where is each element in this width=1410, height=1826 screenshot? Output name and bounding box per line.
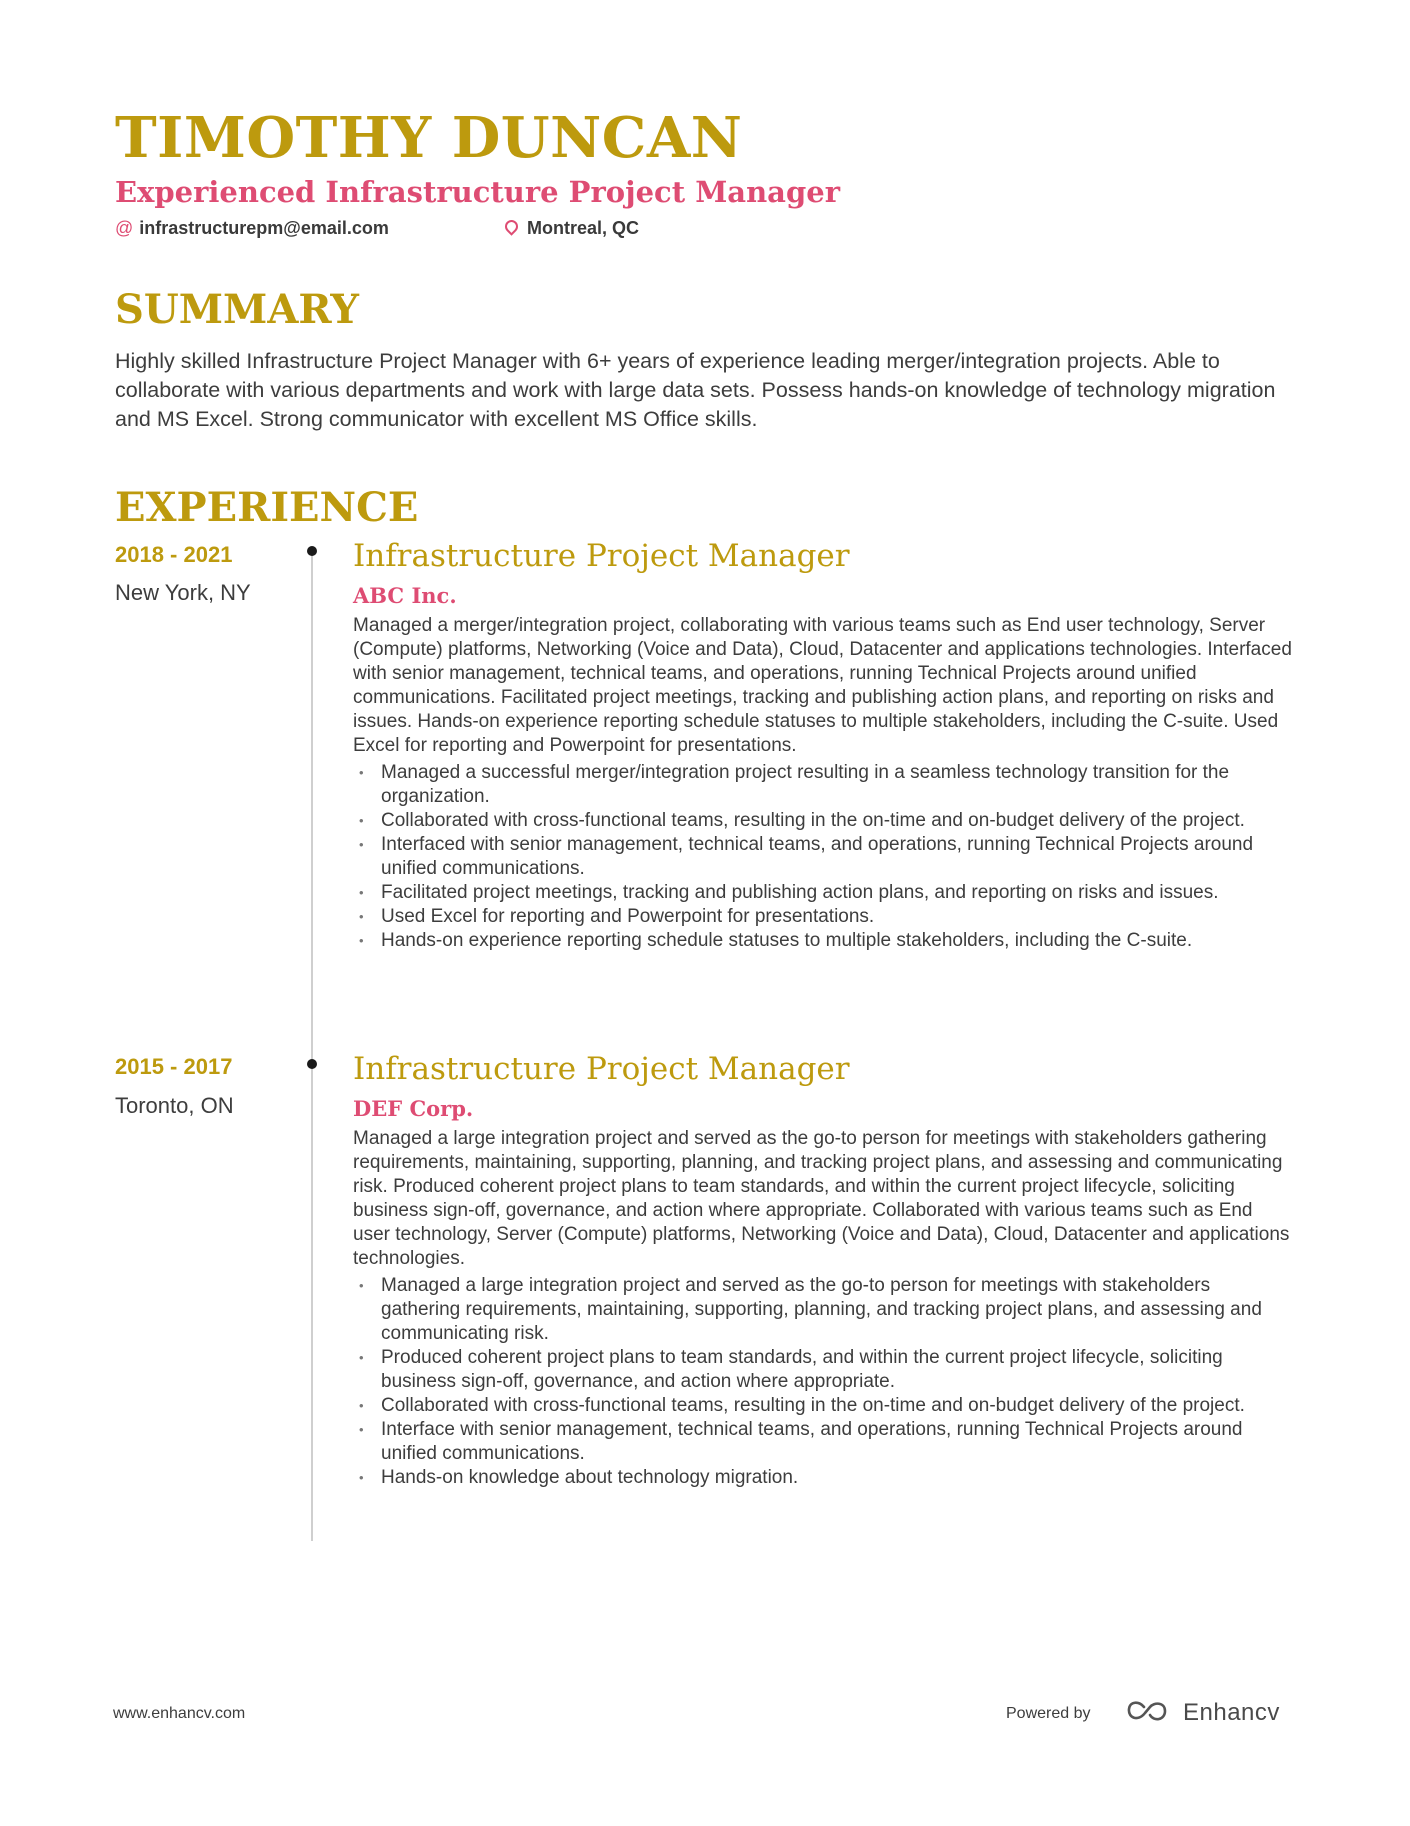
list-item: • Collaborated with cross-functional teams, resulting in the on-time and on-budget delivery of the project. xyxy=(353,809,1293,833)
job-company: DEF Corp. xyxy=(353,1096,474,1121)
map-pin-icon xyxy=(502,217,520,235)
timeline-dot-icon xyxy=(307,1059,317,1069)
timeline-dot-icon xyxy=(307,546,317,556)
timeline-line xyxy=(311,553,313,1541)
contact-email[interactable] xyxy=(115,216,389,240)
list-item: • Facilitated project meetings, tracking and publishing action plans, and reporting on risks and issues. xyxy=(353,881,1293,905)
list-item: • Managed a successful merger/integration project resulting in a seamless technology transition for the organization. xyxy=(353,761,1293,809)
list-item: • Hands-on knowledge about technology migration. xyxy=(353,1466,1293,1490)
experience-heading: EXPERIENCE xyxy=(115,484,419,531)
job-dates: 2015 - 2017 xyxy=(115,1054,233,1079)
brand-logo-text[interactable]: Enhancv xyxy=(1183,1699,1280,1726)
list-item: • Used Excel for reporting and Powerpoint for presentations. xyxy=(353,905,1293,929)
location-text: Montreal, QC xyxy=(527,218,640,238)
candidate-tagline: Experienced Infrastructure Project Manager xyxy=(115,175,840,209)
job-description: Managed a large integration project and served as the go-to person for meetings with stakeholders gathering requirements, maintaining, supporting, planning, and tracking project plans, and assessing and communicating risk. Produced coherent project plans to team standards, and within the current project lifecycle, soliciting business sign-off, governance, and action where appropriate. Collaborated with various teams such as End user technology, Server (Compute) platforms, Networking (Voice and Data), Cloud, Datacenter and applications technologies. xyxy=(353,1128,1290,1269)
candidate-name: TIMOTHY DUNCAN xyxy=(115,105,743,171)
list-item: • Collaborated with cross-functional teams, resulting in the on-time and on-budget delivery of the project. xyxy=(353,1394,1293,1418)
job-location: New York, NY xyxy=(115,580,251,605)
summary-text: Highly skilled Infrastructure Project Manager with 6+ years of experience leading merger/integration projects. Able to collaborate with various departments and work with large data sets. Possess hands-on knowledge of technology migration and MS Excel. Strong communicator with excellent MS Office skills. xyxy=(115,349,1276,431)
footer-url-link[interactable]: www.enhancv.com xyxy=(113,1705,246,1722)
list-item: • Interfaced with senior management, technical teams, and operations, running Technical Projects around unified communications. xyxy=(353,833,1293,881)
job-entry xyxy=(353,536,1293,953)
email-text: infrastructurepm@email.com xyxy=(139,218,389,238)
at-icon: @ xyxy=(115,218,134,238)
enhancv-logo-icon xyxy=(1124,1698,1170,1726)
list-item: • Hands-on experience reporting schedule statuses to multiple stakeholders, including the C-suite. xyxy=(353,929,1293,953)
list-item: • Managed a large integration project and served as the go-to person for meetings with stakeholders gathering requirements, maintaining, supporting, planning, and tracking project plans, and assessing and communicating risk. xyxy=(353,1274,1293,1346)
job-dates: 2018 - 2021 xyxy=(115,542,233,567)
summary-heading: SUMMARY xyxy=(115,286,359,333)
contact-location xyxy=(505,216,639,240)
job-bullets xyxy=(353,1274,1293,1490)
job-company: ABC Inc. xyxy=(353,583,457,608)
job-description: Managed a merger/integration project, collaborating with various teams such as End user technology, Server (Compute) platforms, Networking (Voice and Data), Cloud, Datacenter and applications technologies. Interfaced with senior management, technical teams, and operations, running Technical Projects around unified communications. Facilitated project meetings, tracking and publishing action plans, and reporting on risks and issues. Hands-on experience reporting schedule statuses to multiple stakeholders, including the C-suite. Used Excel for reporting and Powerpoint for presentations. xyxy=(353,615,1292,756)
list-item: • Interface with senior management, technical teams, and operations, running Technical Projects around unified communications. xyxy=(353,1418,1293,1466)
job-title: Infrastructure Project Manager xyxy=(353,1051,850,1087)
job-entry xyxy=(353,1049,1293,1490)
powered-by-label: Powered by xyxy=(1006,1705,1091,1722)
list-item: • Produced coherent project plans to team standards, and within the current project lifecycle, soliciting business sign-off, governance, and action where appropriate. xyxy=(353,1346,1293,1394)
job-bullets xyxy=(353,761,1293,953)
job-title: Infrastructure Project Manager xyxy=(353,538,850,574)
job-location: Toronto, ON xyxy=(115,1093,234,1118)
